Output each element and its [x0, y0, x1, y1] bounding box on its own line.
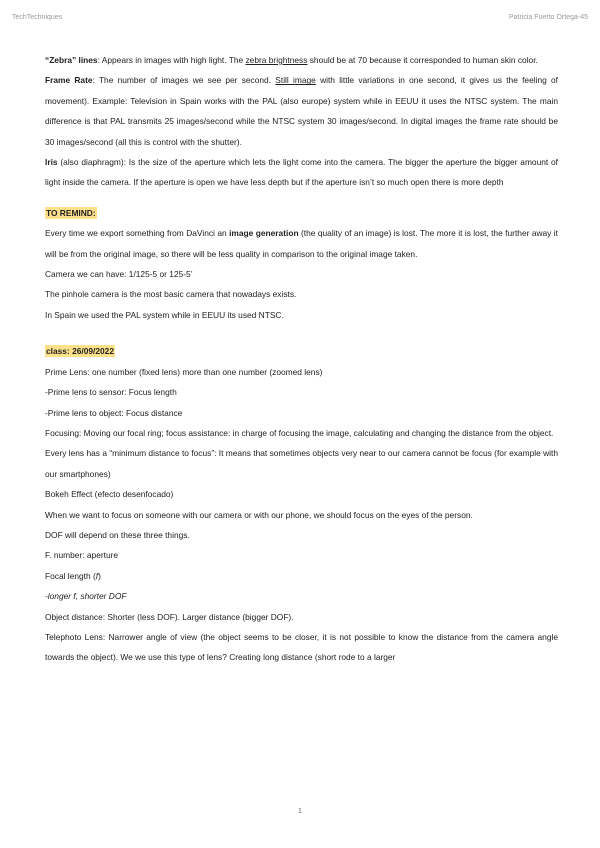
remind-paragraph-2: Camera we can have: 1/125-5 or 125-5’ — [45, 269, 193, 280]
remind-paragraph-1 — [45, 223, 558, 264]
class-line-7: DOF will depend on these three things. — [45, 529, 190, 540]
remind-paragraph-4: In Spain we used the PAL system while in EEUU its used NTSC. — [45, 309, 284, 320]
class-line-2: -Prime lens to object: Focus distance — [45, 407, 183, 418]
focal-a: Focal length ( — [45, 570, 96, 581]
class-line-8: F. number: aperture — [45, 550, 119, 561]
zebra-underlined: zebra brightness — [245, 55, 308, 65]
iris-text: (also diaphragm): Is the size of the aperture which lets the light come into the camera. The bigger the aperture the bigger amount of light inside the camera. If the aperture is open we have less depth but if the aperture isn’t so much open there is more depth — [45, 157, 558, 188]
telephoto-line: Telephoto Lens: Narrower angle of view (the object seems to be closer, it is not possible to know the distance from the camera angle towards the object). We we use this type of lens? Creating long distance (short rode to a larger — [45, 631, 558, 663]
zebra-paragraph — [45, 50, 558, 70]
zebra-text-1: : Appears in images with high light. The — [97, 55, 246, 65]
class-line-4: Every lens has a “minimum distance to focus”: It means that sometimes objects very near to our camera cannot be focus (for example with our smartphones) — [45, 448, 558, 479]
class-heading-line — [45, 341, 558, 361]
header-right: Patricia Fuerto Ortega-45 — [509, 14, 588, 21]
remind-heading-line — [45, 203, 558, 223]
class-line-1: -Prime lens to sensor: Focus length — [45, 387, 177, 398]
remind-heading: TO REMIND: — [46, 207, 96, 218]
header-left: TechTechniques — [12, 14, 63, 21]
remind-paragraph-3: The pinhole camera is the most basic camera that nowadays exists. — [45, 289, 297, 300]
iris-term: Iris — [45, 157, 58, 168]
page-number: 1 — [298, 808, 302, 815]
object-distance-line: Object distance: Shorter (less DOF). Larger distance (bigger DOF). — [45, 611, 294, 622]
class-heading — [45, 345, 115, 357]
remind-bold: image generation — [229, 228, 299, 239]
zebra-term: “Zebra” lines — [45, 55, 98, 65]
focal-c: ) — [98, 570, 101, 581]
frame-rate-paragraph — [45, 70, 558, 152]
class-line-3: Focusing: Moving our focal ring; focus assistance: in charge of focusing the image, calculating and changing the distance from the object. — [45, 427, 554, 438]
remind-text-c: (the quality of an image) is lost. The more it is lost, the further away it will be from the original image, so there will be less quality in comparison to the original image taken. — [45, 228, 558, 259]
longer-f-line — [45, 586, 558, 606]
focal-length-line — [45, 566, 558, 586]
focal-f: f — [95, 570, 99, 581]
frame-rate-text-1: : The number of images we see per second. — [92, 75, 276, 86]
class-date: 26/09/2022 — [72, 346, 114, 357]
frame-rate-text-2: with little variations in one second, it gives us the feeling of movement). Example: Television in Spain works with the PAL (also europe) system while in EEUU it uses the NTSC system. The main difference is that PAL transmits 25 images/second while the NTSC system 30 images/second. In digital images the frame rate should be 30 images/second (all this is control with the shutter). — [45, 75, 558, 147]
frame-rate-term: Frame Rate — [45, 75, 93, 86]
zebra-text-2: should be at 70 because it corresponded to human skin color. — [307, 55, 538, 65]
class-line-6: When we want to focus on someone with our camera or with our phone, we should focus on the eyes of the person. — [45, 509, 473, 520]
class-line-5: Bokeh Effect (efecto desenfocado) — [45, 489, 174, 500]
frame-rate-underlined: Still image — [275, 75, 316, 86]
class-line-0: Prime Lens: one number (fixed lens) more than one number (zoomed lens) — [45, 366, 323, 377]
document-body — [45, 50, 558, 668]
iris-paragraph — [45, 152, 558, 193]
class-label: class: — [46, 346, 70, 357]
remind-text-a: Every time we export something from DaVinci an — [45, 228, 230, 239]
longer-f-text: -longer f, shorter DOF — [45, 591, 127, 602]
